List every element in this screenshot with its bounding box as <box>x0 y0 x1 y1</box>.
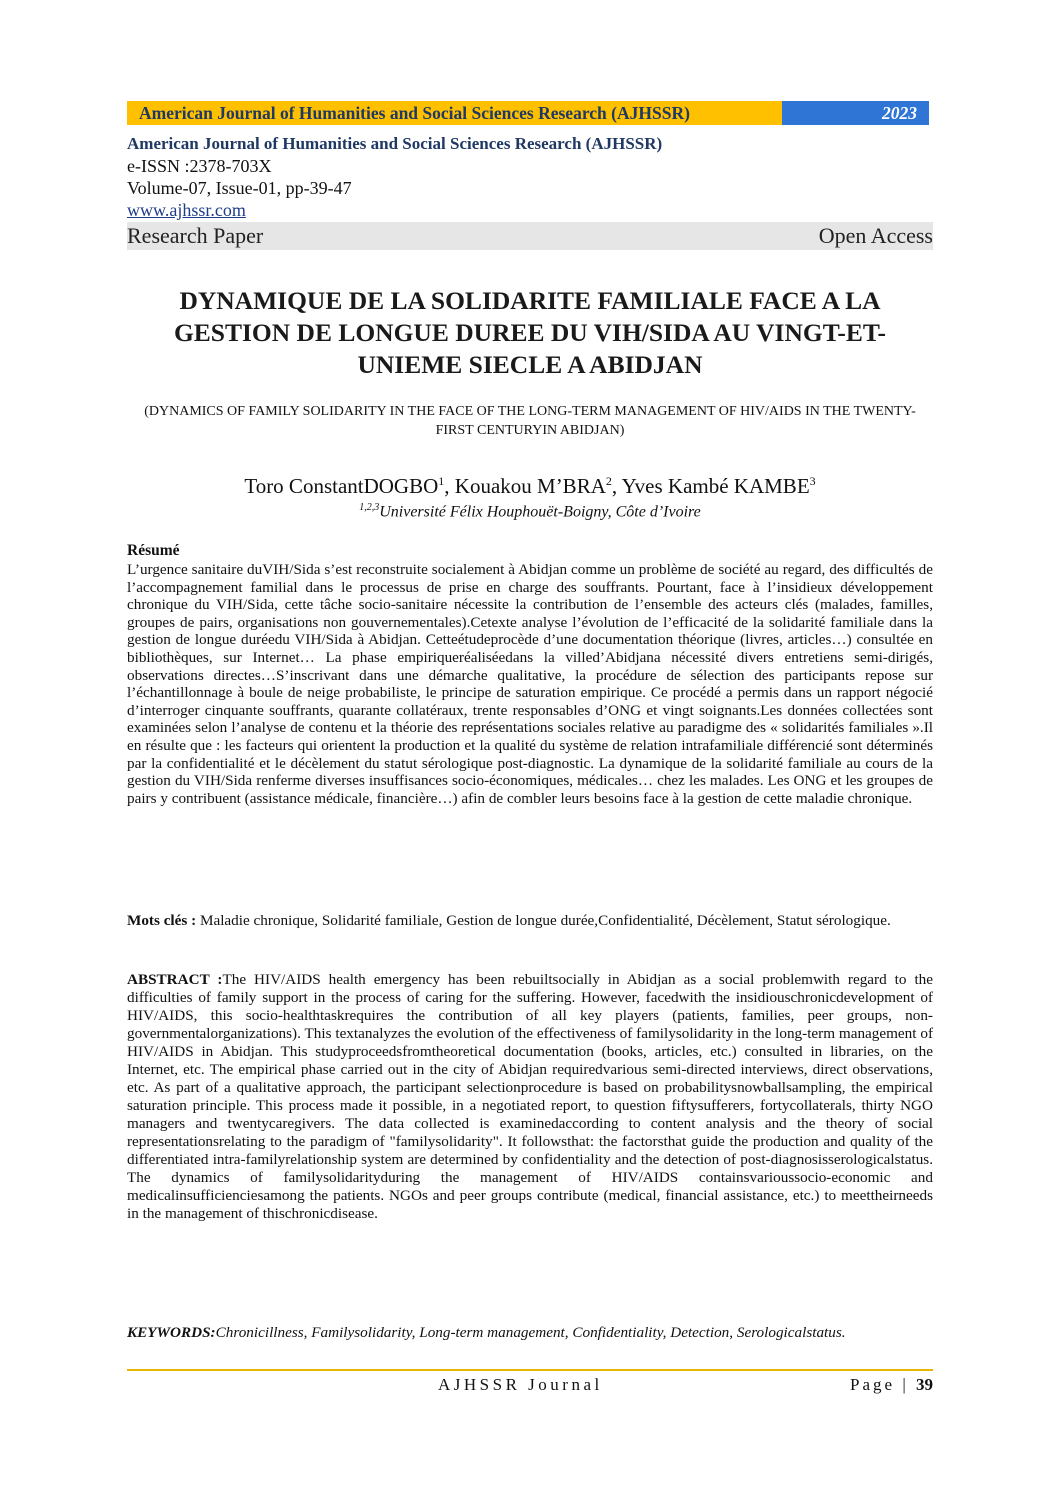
keywords <box>127 1324 933 1342</box>
author-affiliation-mark: 3 <box>809 474 816 488</box>
resume-text: L’urgence sanitaire duVIH/Sida s’est reconstruite socialement à Abidjan comme un problème de société au regard, des difficultés de l’accompagnement familial dans le processus de prise en charge des souffrants. Pourtant, face à l’insidieux développement chronique du VIH/Sida, cette tâche socio-sanitaire nécessite la contribution de l’ensemble des acteurs clés (malades, familles, groupes de pairs, organisations non gouvernementales).Cetexte analyse l’évolution de l’efficacité de la solidarité familiale dans la gestion de longue duréedu VIH/Sida à Abidjan. Cetteétudeprocède d’une documentation théorique (livres, articles…) consultée en bibliothèques, sur Internet… La phase empiriqueréaliséedans la villed’Abidjana nécessité divers entretiens semi-dirigés, observations directes…S’inscrivant dans une démarche qualitative, la procédure de sélection des participants repose sur l’échantillonnage à boule de neige probabiliste, le principe de saturation empirique. Ce procédé a permis dans un rapport négocié d’interroger cinquante souffrants, quarante collatéraux, trente responsables d’ONG et vingt soignants.Les données collectées sont examinées selon l’analyse de contenu et la théorie des représentations sociales relative au paradigme des « solidarités familiales ».Il en résulte que : les facteurs qui orientent la production et la qualité du système de relation intrafamiliale différencié sont déterminés par la confidentialité et le décèlement du statut sérologique post-diagnostic. La dynamique de la solidarité familiale au cours de la gestion du VIH/Sida renferme diverses insuffisances socio-économiques, médicales… chez les malades. Les ONG et les groupes de pairs y contribuent (assistance médicale, financière…) afin de combler leurs besoins face à la gestion de cette maladie chronique. <box>127 561 933 807</box>
mots-cles-label: Mots clés : <box>127 912 197 929</box>
author-separator: , <box>611 474 622 498</box>
paper-type-bar <box>127 222 933 250</box>
paper-subtitle: (DYNAMICS OF FAMILY SOLIDARITY IN THE FACE OF THE LONG-TERM MANAGEMENT OF HIV/AIDS IN THE TWENTY-FIRST CENTURYIN ABIDJAN) <box>144 404 916 438</box>
keywords-label: KEYWORDS: <box>127 1324 216 1341</box>
affiliation-text: Université Félix Houphouët-Boigny, Côte d’Ivoire <box>379 503 701 521</box>
footer-page-number <box>850 1375 933 1395</box>
author-name: Toro ConstantDOGBO <box>244 474 439 498</box>
footer-journal-name: AJHSSR Journal <box>438 1375 603 1394</box>
keywords-text: Chronicillness, Familysolidarity, Long-term management, Confidentiality, Detection, Serologicalstatus. <box>215 1324 846 1341</box>
footer-page-label: Page | <box>850 1375 909 1394</box>
author-name: Yves Kambé KAMBE <box>621 474 810 498</box>
header-year: 2023 <box>782 101 929 125</box>
meta-journal-name: American Journal of Humanities and Social Sciences Research (AJHSSR) <box>127 134 663 153</box>
resume-heading: Résumé <box>127 542 180 559</box>
author-separator: , <box>444 474 455 498</box>
author-affiliation-mark: 1 <box>438 474 445 488</box>
issn: e-ISSN :2378-703X <box>127 156 272 176</box>
author-name: Kouakou M’BRA <box>454 474 606 498</box>
mots-cles <box>127 912 933 930</box>
header-journal-name: American Journal of Humanities and Social Sciences Research (AJHSSR) <box>127 101 782 125</box>
journal-url-link[interactable]: www.ajhssr.com <box>127 200 246 220</box>
footer-page-value: 39 <box>916 1375 933 1394</box>
affiliation <box>127 497 933 523</box>
abstract-text: The HIV/AIDS health emergency has been rebuiltsocially in Abidjan as a social problemwith regard to the difficulties of family support in the process of caring for the suffering. However, facedwith the insidiouschronicdevelopment of HIV/AIDS, this socio-healthtaskrequires the contribution of all key players (patients, families, peer groups, non-governmentalorganizations). This textanalyzes the evolution of the effectiveness of familysolidarity in the long-term management of HIV/AIDS in Abidjan. This studyproceedsfromtheoretical documentation (books, articles, etc.) consulted in libraries, on the Internet, etc. The empirical phase carried out in the city of Abidjan requiredvarious semi-directed interviews, direct observations, etc. As part of a qualitative approach, the participant selectionprocedure is based on probabilitysnowballsampling, the empirical saturation principle. This process made it possible, in a negotiated report, to question fiftysufferers, fortycollaterals, thirty NGO managers and twentycaregivers. The data collected is examinedaccording to content analysis and the theory of social representationsrelating to the paradigm of "familysolidarity". It followsthat: the factorsthat guide the production and quality of the differentiated intra-familyrelationship system are determined by confidentiality and the detection of post-diagnosisserologicalstatus. The dynamics of familysolidarityduring the management of HIV/AIDS containsvarioussocio-economic and medicalinsufficienciesamong the patients. NGOs and peer groups contribute (medical, financial assistance, etc.) to meettheirneeds in the management of thischronicdisease. <box>127 971 933 1222</box>
affiliation-mark: 1,2,3 <box>359 502 380 513</box>
author-affiliation-mark: 2 <box>605 474 612 488</box>
mots-cles-text: Maladie chronique, Solidarité familiale, Gestion de longue durée,Confidentialité, Décèlement, Statut sérologique. <box>196 912 891 929</box>
abstract <box>127 971 933 1223</box>
footer-rule <box>127 1369 933 1371</box>
author-list <box>127 467 933 500</box>
paper-title: DYNAMIQUE DE LA SOLIDARITE FAMILIALE FACE A LA GESTION DE LONGUE DUREE DU VIH/SIDA AU VINGT-ET-UNIEME SIECLE A ABIDJAN <box>173 286 887 379</box>
access-type: Open Access <box>818 223 933 248</box>
journal-header-bar <box>127 101 929 125</box>
volume-issue: Volume-07, Issue-01, pp-39-47 <box>127 178 352 198</box>
article-meta <box>127 132 933 250</box>
paper-type: Research Paper <box>127 223 264 248</box>
abstract-label: ABSTRACT : <box>127 971 223 988</box>
